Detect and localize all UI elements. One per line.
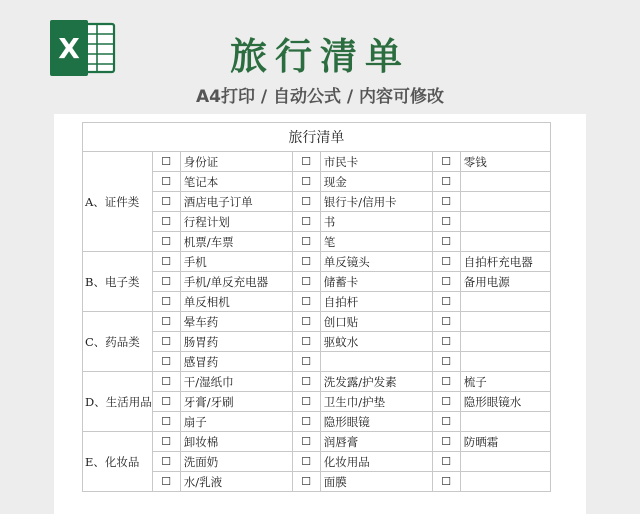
category-label: C、药品类 [83, 312, 153, 372]
checklist-row [83, 292, 551, 312]
item-cell[interactable] [460, 352, 550, 372]
item-cell[interactable] [460, 192, 550, 212]
item-cell[interactable]: 储蓄卡 [320, 272, 432, 292]
sheet-title: 旅行清单 [83, 123, 551, 152]
item-cell[interactable]: 自拍杆充电器 [460, 252, 550, 272]
page-header [0, 0, 640, 112]
item-checkbox[interactable]: ☐ [152, 432, 180, 452]
item-cell[interactable]: 手机/单反充电器 [180, 272, 292, 292]
item-cell[interactable]: 备用电源 [460, 272, 550, 292]
item-cell[interactable]: 梳子 [460, 372, 550, 392]
item-cell[interactable]: 自拍杆 [320, 292, 432, 312]
checklist-row [83, 252, 551, 272]
item-cell[interactable] [460, 312, 550, 332]
item-cell[interactable]: 手机 [180, 252, 292, 272]
checklist-row [83, 372, 551, 392]
item-checkbox[interactable]: ☐ [152, 372, 180, 392]
checklist-row [83, 272, 551, 292]
checklist-row [83, 352, 551, 372]
item-cell[interactable] [460, 412, 550, 432]
checklist-row [83, 412, 551, 432]
category-label: E、化妆品 [83, 432, 153, 492]
item-checkbox[interactable]: ☐ [152, 452, 180, 472]
item-checkbox[interactable]: ☐ [152, 172, 180, 192]
item-checkbox[interactable]: ☐ [292, 172, 320, 192]
item-cell[interactable]: 隐形眼镜 [320, 412, 432, 432]
checklist-row [83, 392, 551, 412]
item-cell[interactable]: 行程计划 [180, 212, 292, 232]
checklist-row [83, 432, 551, 452]
sheet-title-row [83, 123, 551, 152]
item-cell[interactable]: 水/乳液 [180, 472, 292, 492]
item-cell[interactable]: 化妆用品 [320, 452, 432, 472]
item-checkbox[interactable]: ☐ [292, 432, 320, 452]
page-title: 旅行清单 [230, 35, 410, 78]
item-checkbox[interactable]: ☐ [432, 252, 460, 272]
checklist-row [83, 232, 551, 252]
item-cell[interactable]: 洗发露/护发素 [320, 372, 432, 392]
item-cell[interactable]: 肠胃药 [180, 332, 292, 352]
item-checkbox[interactable]: ☐ [432, 292, 460, 312]
item-cell[interactable]: 创口贴 [320, 312, 432, 332]
item-checkbox[interactable]: ☐ [432, 392, 460, 412]
item-checkbox[interactable]: ☐ [432, 372, 460, 392]
item-cell[interactable]: 酒店电子订单 [180, 192, 292, 212]
item-checkbox[interactable]: ☐ [432, 332, 460, 352]
item-cell[interactable]: 卸妆棉 [180, 432, 292, 452]
item-cell[interactable]: 防晒霜 [460, 432, 550, 452]
item-checkbox[interactable]: ☐ [152, 272, 180, 292]
item-cell[interactable] [460, 212, 550, 232]
item-checkbox[interactable]: ☐ [152, 412, 180, 432]
item-checkbox[interactable]: ☐ [152, 192, 180, 212]
item-cell[interactable]: 洗面奶 [180, 452, 292, 472]
checklist-row [83, 212, 551, 232]
checklist-row [83, 172, 551, 192]
item-checkbox[interactable]: ☐ [292, 472, 320, 492]
checklist-row [83, 312, 551, 332]
item-cell[interactable] [460, 332, 550, 352]
item-checkbox[interactable]: ☐ [292, 332, 320, 352]
item-cell[interactable] [460, 172, 550, 192]
item-checkbox[interactable]: ☐ [152, 292, 180, 312]
item-cell[interactable]: 银行卡/信用卡 [320, 192, 432, 212]
item-checkbox[interactable]: ☐ [292, 392, 320, 412]
item-cell[interactable]: 书 [320, 212, 432, 232]
item-checkbox[interactable]: ☐ [292, 232, 320, 252]
checklist-row [83, 152, 551, 172]
excel-logo-letter: X [58, 32, 80, 65]
spreadsheet-sheet [54, 114, 586, 514]
item-checkbox[interactable]: ☐ [432, 312, 460, 332]
item-checkbox[interactable]: ☐ [152, 252, 180, 272]
item-checkbox[interactable]: ☐ [152, 472, 180, 492]
item-checkbox[interactable]: ☐ [292, 412, 320, 432]
item-checkbox[interactable]: ☐ [432, 172, 460, 192]
item-cell[interactable]: 卫生巾/护垫 [320, 392, 432, 412]
item-checkbox[interactable]: ☐ [432, 232, 460, 252]
item-cell[interactable]: 驱蚊水 [320, 332, 432, 352]
checklist-row [83, 452, 551, 472]
item-checkbox[interactable]: ☐ [432, 352, 460, 372]
item-cell[interactable]: 笔记本 [180, 172, 292, 192]
item-cell[interactable]: 市民卡 [320, 152, 432, 172]
item-checkbox[interactable]: ☐ [152, 332, 180, 352]
item-cell[interactable]: 单反镜头 [320, 252, 432, 272]
category-label: B、电子类 [83, 252, 153, 312]
item-checkbox[interactable]: ☐ [432, 452, 460, 472]
item-cell[interactable]: 面膜 [320, 472, 432, 492]
item-checkbox[interactable]: ☐ [152, 392, 180, 412]
checklist-row [83, 332, 551, 352]
travel-checklist-table [82, 122, 551, 492]
item-checkbox[interactable]: ☐ [432, 432, 460, 452]
checklist-row [83, 192, 551, 212]
item-checkbox[interactable]: ☐ [432, 272, 460, 292]
item-checkbox[interactable]: ☐ [292, 292, 320, 312]
item-checkbox[interactable]: ☐ [292, 152, 320, 172]
item-cell[interactable] [460, 472, 550, 492]
item-cell[interactable] [320, 352, 432, 372]
item-cell[interactable]: 单反相机 [180, 292, 292, 312]
item-checkbox[interactable]: ☐ [292, 192, 320, 212]
item-cell[interactable] [460, 292, 550, 312]
item-checkbox[interactable]: ☐ [152, 212, 180, 232]
item-checkbox[interactable]: ☐ [152, 232, 180, 252]
item-cell[interactable]: 身份证 [180, 152, 292, 172]
item-cell[interactable]: 机票/车票 [180, 232, 292, 252]
item-cell[interactable]: 隐形眼镜水 [460, 392, 550, 412]
item-checkbox[interactable]: ☐ [152, 352, 180, 372]
checklist-row [83, 472, 551, 492]
item-checkbox[interactable]: ☐ [432, 472, 460, 492]
item-checkbox[interactable]: ☐ [432, 152, 460, 172]
item-checkbox[interactable]: ☐ [152, 152, 180, 172]
item-checkbox[interactable]: ☐ [292, 312, 320, 332]
page-subtitle: A4打印 / 自动公式 / 内容可修改 [195, 87, 445, 107]
item-cell[interactable]: 牙膏/牙刷 [180, 392, 292, 412]
item-checkbox[interactable]: ☐ [292, 272, 320, 292]
item-checkbox[interactable]: ☐ [432, 192, 460, 212]
item-checkbox[interactable]: ☐ [292, 252, 320, 272]
item-checkbox[interactable]: ☐ [152, 312, 180, 332]
category-label: A、证件类 [83, 152, 153, 252]
item-checkbox[interactable]: ☐ [292, 352, 320, 372]
item-cell[interactable] [460, 452, 550, 472]
item-cell[interactable]: 感冒药 [180, 352, 292, 372]
item-checkbox[interactable]: ☐ [292, 372, 320, 392]
item-checkbox[interactable]: ☐ [432, 212, 460, 232]
item-checkbox[interactable]: ☐ [292, 452, 320, 472]
item-cell[interactable]: 零钱 [460, 152, 550, 172]
category-label: D、生活用品 [83, 372, 153, 432]
item-cell[interactable]: 笔 [320, 232, 432, 252]
item-cell[interactable]: 晕车药 [180, 312, 292, 332]
item-cell[interactable]: 现金 [320, 172, 432, 192]
item-cell[interactable]: 干/湿纸巾 [180, 372, 292, 392]
item-cell[interactable] [460, 232, 550, 252]
item-checkbox[interactable]: ☐ [292, 212, 320, 232]
item-checkbox[interactable]: ☐ [432, 412, 460, 432]
item-cell[interactable]: 润唇膏 [320, 432, 432, 452]
item-cell[interactable]: 扇子 [180, 412, 292, 432]
